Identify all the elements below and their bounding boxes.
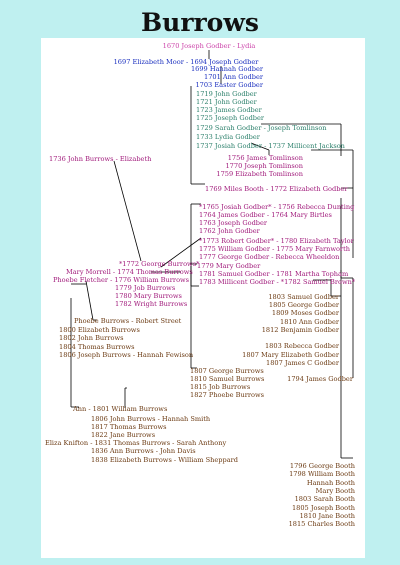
person-samuel-godber-1803: 1803 Samuel Godber <box>268 293 339 301</box>
person-sarah-godber: 1729 Sarah Godber - Joseph Tomlinson <box>196 124 327 132</box>
person-john-godber-1721: 1721 John Godber <box>196 98 257 106</box>
page-title: Burrows <box>141 8 259 37</box>
person-elizabeth-burrows-1800: 1800 Elizabeth Burrows <box>59 326 140 334</box>
person-elizabeth-burrows-1838: 1838 Elizabeth Burrows - William Sheppard <box>91 456 239 464</box>
person-job-burrows-1779: 1779 Job Burrows <box>115 284 176 292</box>
person-mary-booth: Mary Booth <box>315 487 355 495</box>
person-ann-godber: 1701 Ann Godber <box>204 73 263 81</box>
person-george-godber-1805: 1805 George Godber <box>268 301 339 309</box>
person-hannah-godber: 1699 Hannah Godber <box>190 65 263 73</box>
person-george-booth: 1796 George Booth <box>289 462 355 470</box>
person-george-burrows-1807: 1807 George Burrows <box>190 367 264 375</box>
person-millicent-godber: 1783 Millicent Godber - *1782 Samuel Brown* <box>199 278 356 286</box>
person-mary-elizabeth-godber: 1807 Mary Elizabeth Godber <box>242 351 339 359</box>
connector-line <box>86 281 93 320</box>
person-james-godber-1723: 1723 James Godber <box>196 106 262 114</box>
person-william-burrows-1801: Ann - 1801 William Burrows <box>73 405 168 413</box>
person-joseph-godber-1725: 1725 Joseph Godber <box>196 114 265 122</box>
person-thomas-burrows-1774: Mary Morrell - 1774 Thomas Burrows <box>66 268 193 276</box>
person-thomas-burrows-1831: Eliza Knifton - 1831 Thomas Burrows - Sarah Anthony <box>45 439 227 447</box>
person-root-couple: 1670 Joseph Godber - Lydia <box>162 42 256 50</box>
person-george-godber-1777: 1777 George Godber - Rebecca Wheeldon <box>199 253 340 261</box>
person-joseph-booth: 1805 Joseph Booth <box>291 504 355 512</box>
person-william-burrows-1776: Phoebe Fletcher - 1776 William Burrows <box>53 276 190 284</box>
person-jane-booth: 1810 Jane Booth <box>299 512 355 520</box>
person-joseph-godber-1763: 1763 Joseph Godber <box>199 219 268 227</box>
person-sarah-booth: 1803 Sarah Booth <box>294 495 355 503</box>
person-jane-burrows: 1822 Jane Burrows <box>91 431 156 439</box>
person-james-godber-1764: 1764 James Godber - 1764 Mary Birtles <box>199 211 332 219</box>
person-joseph-tomlinson: 1770 Joseph Tomlinson <box>225 162 303 170</box>
person-john-burrows-1802: 1802 John Burrows <box>59 334 124 342</box>
person-hannah-booth: Hannah Booth <box>306 479 355 487</box>
person-joseph-godber-1694: 1697 Elizabeth Moor - 1694 Joseph Godber <box>113 58 259 66</box>
person-rebecca-godber: 1803 Rebecca Godber <box>264 342 339 350</box>
connector-line <box>114 161 141 261</box>
person-job-burrows-1815: 1815 Job Burrows <box>190 383 251 391</box>
person-benjamin-godber: 1812 Benjamin Godber <box>261 326 339 334</box>
person-lydia-godber: 1733 Lydia Godber <box>196 133 260 141</box>
person-easter-godber: 1703 Easter Godber <box>195 81 263 89</box>
person-john-burrows-1806: 1806 John Burrows - Hannah Smith <box>91 415 211 423</box>
person-thomas-burrows-1804: 1804 Thomas Burrows <box>59 343 135 351</box>
person-john-burrows-1736: 1736 John Burrows - Elizabeth <box>49 155 152 163</box>
person-phoebe-burrows-1827: 1827 Phoebe Burrows <box>190 391 265 399</box>
person-john-godber-1762: 1762 John Godber <box>199 227 260 235</box>
person-george-burrows-1772: *1772 George Burrows* <box>119 260 200 268</box>
person-james-godber-1794: 1794 James Godber <box>287 375 353 383</box>
person-john-godber-1719: 1719 John Godber <box>196 90 257 98</box>
person-james-tomlinson: 1756 James Tomlinson <box>227 154 303 162</box>
person-ann-godber-1810: 1810 Ann Godber <box>280 318 339 326</box>
person-william-booth: 1798 William Booth <box>289 470 355 478</box>
person-joseph-burrows-1806: 1806 Joseph Burrows - Hannah Fewison <box>59 351 194 359</box>
person-mary-burrows-1780: 1780 Mary Burrows <box>115 292 182 300</box>
person-phoebe-burrows: Phoebe Burrows - Robert Street <box>74 317 182 325</box>
person-moses-godber: 1809 Moses Godber <box>271 309 339 317</box>
person-josiah-godber-1765: *1765 Josiah Godber* - 1756 Rebecca Dunting <box>199 203 355 211</box>
person-samuel-godber-1781: 1781 Samuel Godber - 1781 Martha Topham <box>199 270 349 278</box>
person-thomas-burrows-1817: 1817 Thomas Burrows <box>91 423 167 431</box>
person-robert-godber: *1773 Robert Godber* - 1780 Elizabeth Taylor <box>199 237 354 245</box>
person-miles-booth: 1769 Miles Booth - 1772 Elizabeth Godber <box>205 185 348 193</box>
person-ann-burrows-1836: 1836 Ann Burrows - John Davis <box>91 447 196 455</box>
person-william-godber-1775: 1775 William Godber - 1775 Mary Farnworth <box>199 245 351 253</box>
person-elizabeth-tomlinson: 1759 Elizabeth Tomlinson <box>216 170 303 178</box>
person-james-c-godber: 1807 James C Godber <box>266 359 339 367</box>
person-charles-booth: 1815 Charles Booth <box>288 520 355 528</box>
family-tree-sheet <box>41 38 365 558</box>
person-mary-godber-1779: 1779 Mary Godber <box>197 262 261 270</box>
person-josiah-godber-1737: 1737 Josiah Godber - 1737 Millicent Jackson <box>196 142 345 150</box>
person-wright-burrows: 1782 Wright Burrows <box>115 300 188 308</box>
person-samuel-burrows-1810: 1810 Samuel Burrows <box>190 375 265 383</box>
